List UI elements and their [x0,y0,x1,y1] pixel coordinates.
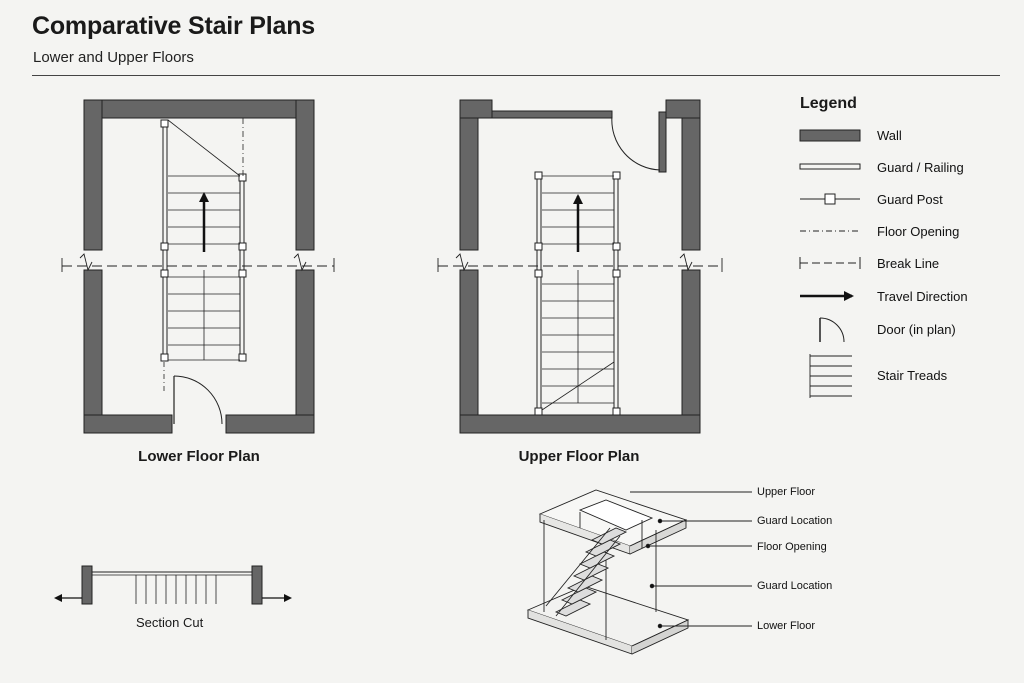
lower-wall-right-upper [296,100,314,250]
legend-symbols [800,130,860,398]
legend-label-wall: Wall [877,128,902,143]
legend-label-floor-opening: Floor Opening [877,224,960,239]
iso-label-lower-floor: Lower Floor [757,620,816,632]
lower-wall-right-lower [296,270,314,433]
lower-guard-left [163,122,167,360]
lower-wall-left-lower [84,270,102,433]
upper-wall-left-lower [460,270,478,433]
legend-label-guard-post: Guard Post [877,192,943,207]
upper-floor-plan [438,100,722,433]
section-cut-caption: Section Cut [136,615,204,630]
lower-floor-plan [62,100,334,433]
iso-label-floor-opening: Floor Opening [757,541,827,553]
legend-guard-symbol [800,164,860,169]
isometric-view [528,490,752,654]
upper-wall-right-lower [682,270,700,433]
section-cut-drawing [56,566,290,604]
legend-title: Legend [800,95,857,112]
legend-label-break-line: Break Line [877,256,940,271]
lower-wall-bottom-right [226,415,314,433]
upper-guard-right [614,174,618,414]
iso-label-guard-location-lower: Guard Location [757,580,833,592]
legend-break-line-symbol [800,257,860,269]
legend-door-symbol [820,318,844,342]
legend-label-stair-treads: Stair Treads [877,368,948,383]
page-title: Comparative Stair Plans [32,12,316,40]
lower-wall-bottom-left [84,415,172,433]
upper-floor-caption: Upper Floor Plan [518,448,640,465]
legend-label-travel-direction: Travel Direction [877,289,968,304]
upper-wall-bottom [460,415,700,433]
lower-floor-caption: Lower Floor Plan [138,448,260,465]
iso-label-guard-location-upper: Guard Location [757,515,833,527]
legend-stair-treads-symbol [810,354,852,398]
legend-guard-post-symbol [800,194,860,204]
legend-label-guard-railing: Guard / Railing [877,160,964,175]
page-subtitle: Lower and Upper Floors [33,49,194,66]
legend-label-door: Door (in plan) [877,322,956,337]
upper-wall-left-upper [460,100,478,250]
upper-wall-right-upper [682,100,700,250]
upper-guard-left [537,174,541,414]
iso-label-upper-floor: Upper Floor [757,486,816,498]
lower-guard-right [240,176,244,360]
lower-wall-top [84,100,314,118]
legend-wall-symbol [800,130,860,141]
lower-wall-left-upper [84,100,102,250]
